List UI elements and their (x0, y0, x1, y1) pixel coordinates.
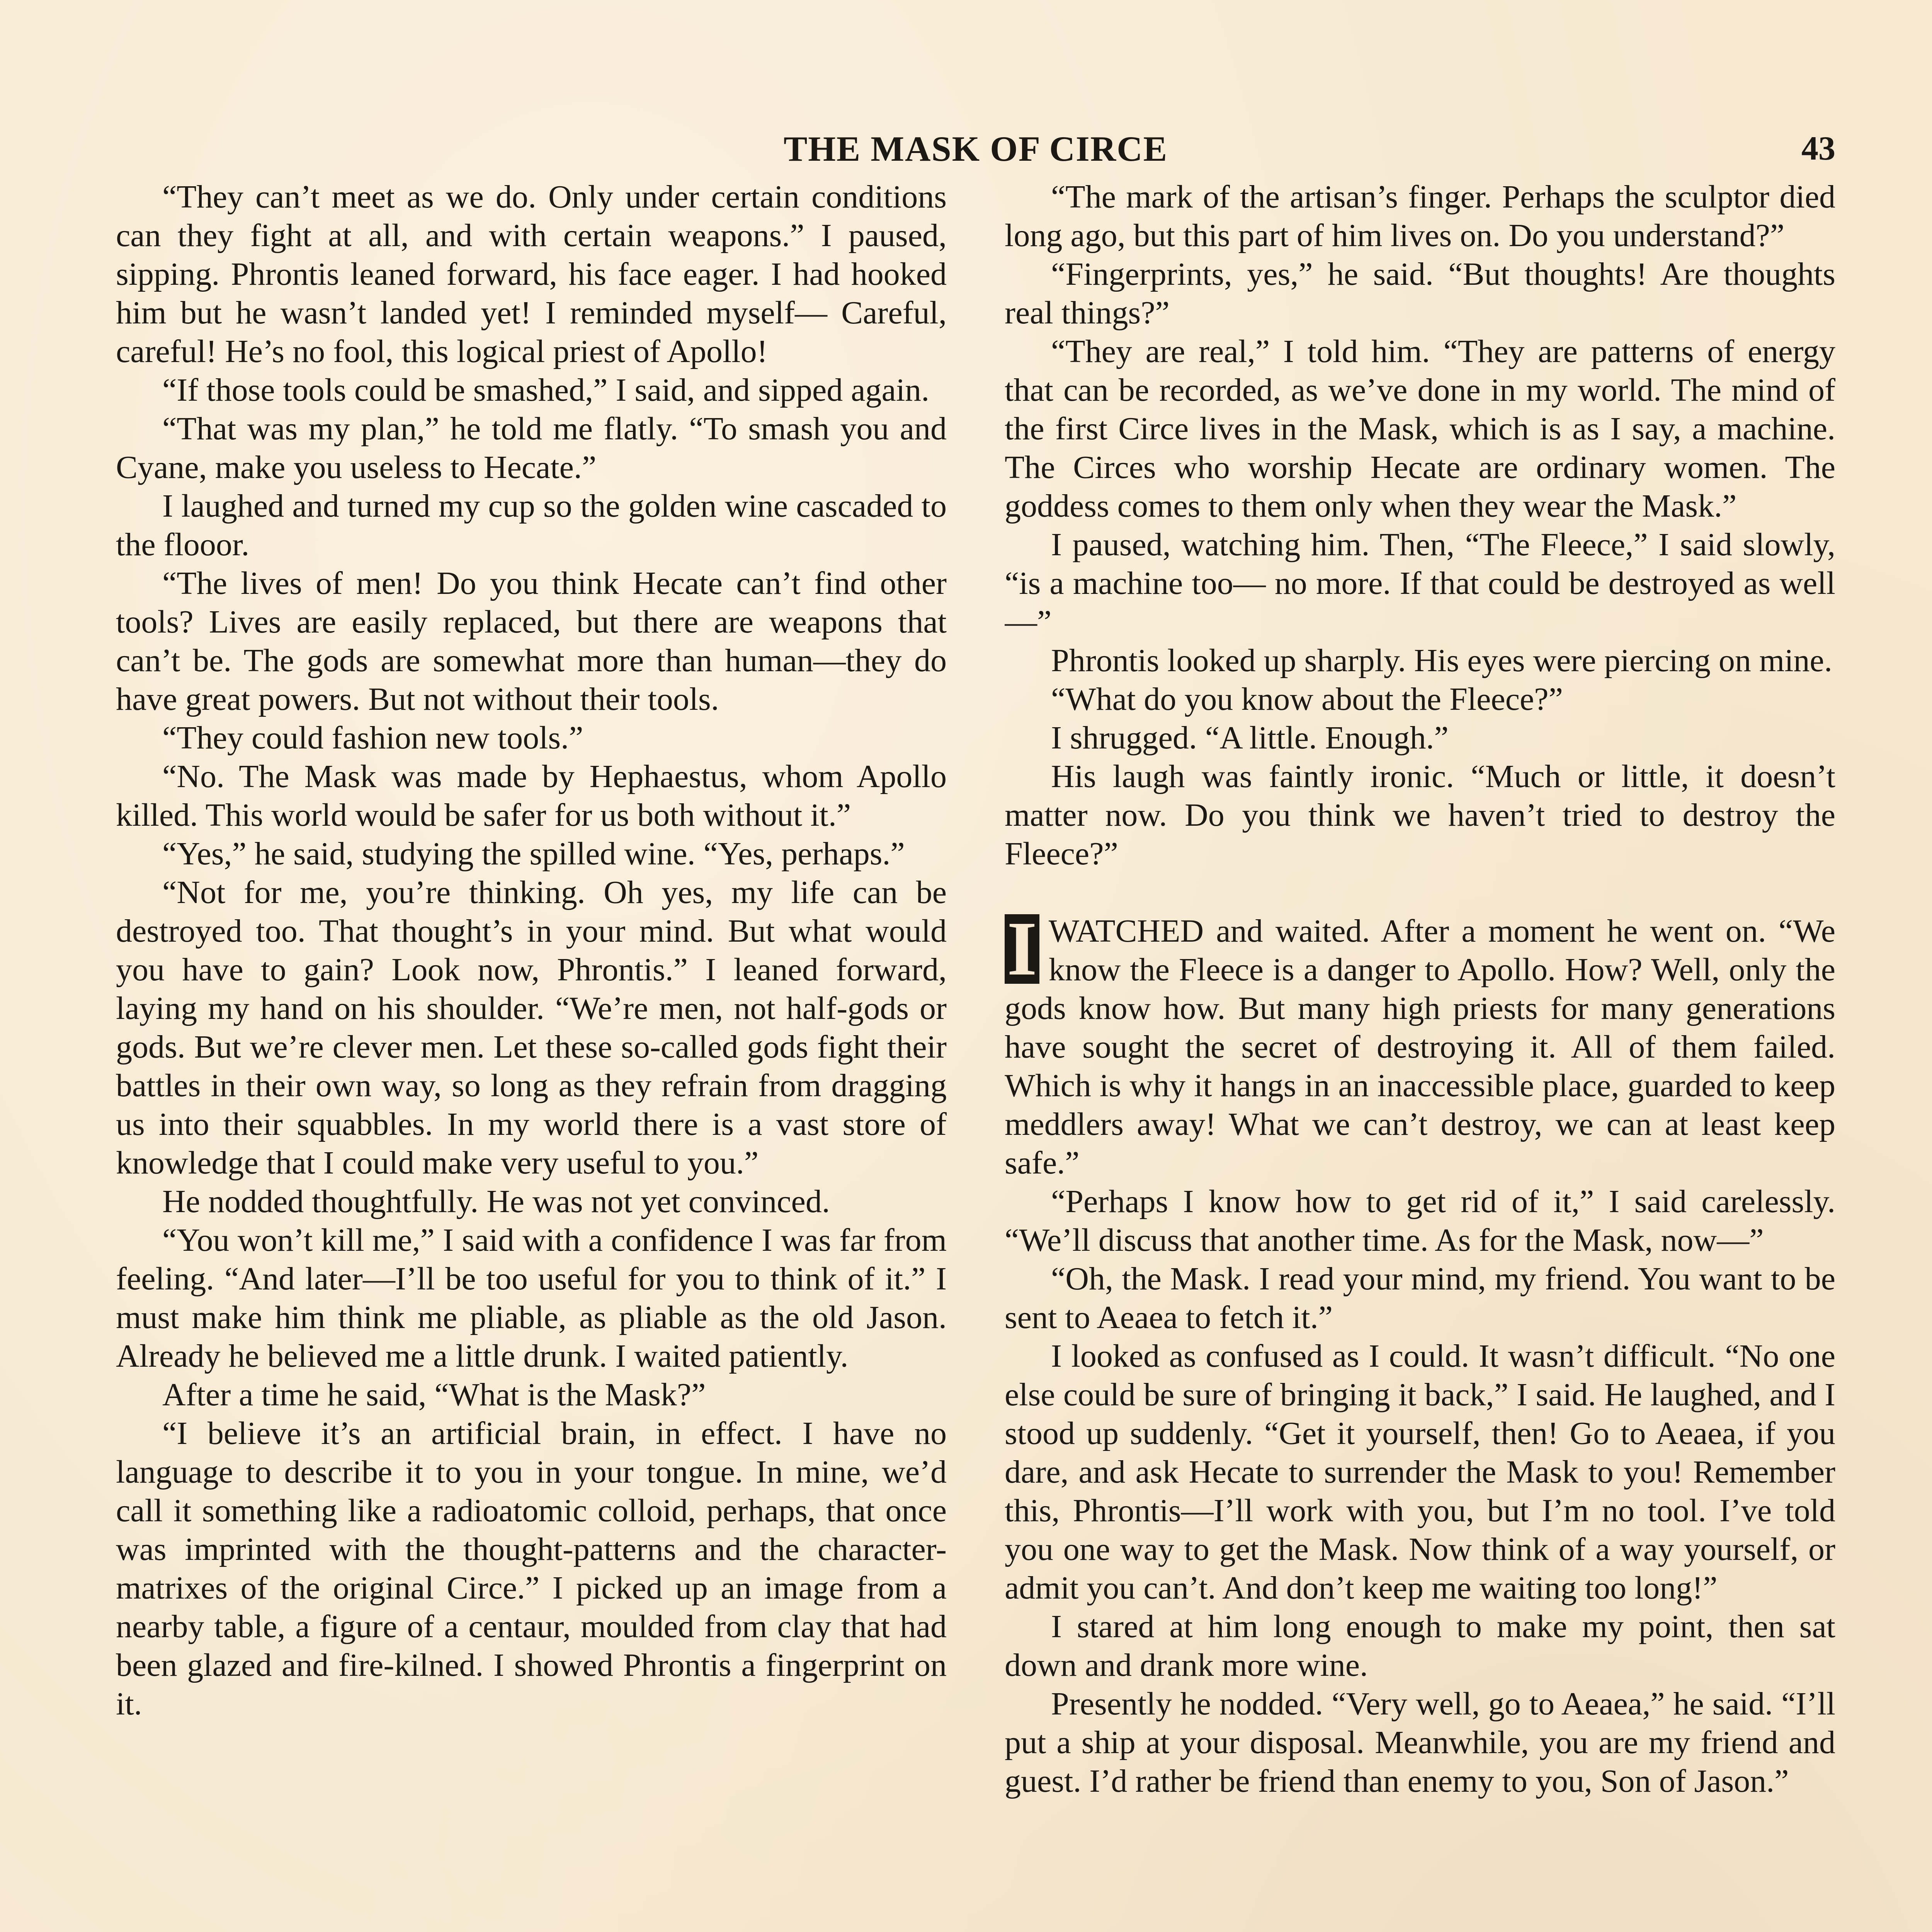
paragraph: His laugh was faintly ironic. “Much or little, it doesn’t matter now. Do you think we haven’t tried to destroy the Fleece?” (1005, 759, 1835, 872)
paragraph: “Fingerprints, yes,” he said. “But thoughts! Are thoughts real things?” (1005, 256, 1835, 331)
page-header (116, 128, 1835, 170)
paragraph: “You won’t kill me,” I said with a confidence I was far from feeling. “And later—I’ll be too useful for you to think of it.” I must make him think me pliable, as pliable as the old Jason. Already he believed me a little drunk. I waited patiently. (116, 1222, 947, 1374)
paragraph: “The lives of men! Do you think Hecate can’t find other tools? Lives are easily replaced, but there are weapons that can’t be. The gods are somewhat more than human—they do have great powers. But not without their tools. (116, 565, 947, 717)
paragraph: “What do you know about the Fleece?” (1051, 681, 1563, 717)
paragraph: I looked as confused as I could. It wasn’t difficult. “No one else could be sure of bringing it back,” I said. He laughed, and I stood up suddenly. “Get it yourself, then! Go to Aeaea, if you dare, and ask Hecate to surrender the Mask to you! Remember this, Phrontis—I’ll work with you, but I’m no tool. I’ve told you one way to get the Mask. Now think of a way yourself, or admit you can’t. And don’t keep me waiting too long!” (1005, 1338, 1835, 1606)
paragraph: Presently he nodded. “Very well, go to Aeaea,” he said. “I’ll put a ship at your disposal. Meanwhile, you are my friend and guest. I’d rather be friend than enemy to you, Son of Jason.” (1005, 1686, 1835, 1799)
paragraph: “They could fashion new tools.” (162, 720, 583, 756)
right-column (1005, 178, 1835, 1932)
paragraph: “That was my plan,” he told me flatly. “To smash you and Cyane, make you useless to Hecate.” (116, 411, 947, 485)
running-title: THE MASK OF CIRCE (783, 129, 1168, 168)
paragraph: I shrugged. “A little. Enough.” (1051, 720, 1449, 756)
paragraph: I laughed and turned my cup so the golden wine cascaded to the flooor. (116, 488, 947, 563)
paragraph: “They are real,” I told him. “They are patterns of energy that can be recorded, as we’ve done in my world. The mind of the first Circe lives in the Mask, which is as I say, a machine. The Circes who worship Hecate are ordinary women. The goddess comes to them only when they wear the Mask.” (1005, 333, 1835, 524)
paragraph: After a time he said, “What is the Mask?” (162, 1377, 706, 1413)
section-opening-text: WATCHED and waited. After a moment he went on. “We know the Fleece is a danger to Apollo. How? Well, only the gods know how. But many high priests for many generations have sought the secret of destroying it. All of them failed. Which is why it hangs in an inaccessible place, guarded to keep meddlers away! What we can’t destroy, we can at least keep safe.” (1005, 913, 1835, 1181)
paragraph: “Oh, the Mask. I read your mind, my friend. You want to be sent to Aeaea to fetch it.” (1005, 1261, 1835, 1335)
paragraph: I paused, watching him. Then, “The Fleece,” I said slowly, “is a machine too— no more. If that could be destroyed as well—” (1005, 527, 1835, 640)
section-opening-paragraph (1005, 906, 1835, 1182)
paragraph: “No. The Mask was made by Hephaestus, whom Apollo killed. This world would be safer for us both without it.” (116, 759, 947, 833)
paragraph: He nodded thoughtfully. He was not yet convinced. (162, 1184, 830, 1219)
paragraph: “Perhaps I know how to get rid of it,” I said carelessly. “We’ll discuss that another time. As for the Mask, now—” (1005, 1184, 1835, 1258)
paragraph: “I believe it’s an artificial brain, in effect. I have no language to describe it to you in your tongue. In mine, we’d call it something like a radioatomic colloid, perhaps, that once was imprinted with the thought-patterns and the character-matrixes of the original Circe.” I picked up an image from a nearby table, a figure of a centaur, moulded from clay that had been glazed and fire-kilned. I showed Phrontis a fingerprint on it. (116, 1415, 947, 1722)
paragraph: I stared at him long enough to make my point, then sat down and drank more wine. (1005, 1609, 1835, 1683)
paragraph: “The mark of the artisan’s finger. Perhaps the sculptor died long ago, but this part of him lives on. Do you understand?” (1005, 179, 1835, 253)
drop-cap: I (1005, 914, 1039, 984)
paragraph: “They can’t meet as we do. Only under certain conditions can they fight at all, and with certain weapons.” I paused, sipping. Phrontis leaned forward, his face eager. I had hooked him but he wasn’t landed yet! I reminded myself— Careful, careful! He’s no fool, this logical priest of Apollo! (116, 179, 947, 369)
paragraph: “Yes,” he said, studying the spilled wine. “Yes, perhaps.” (162, 836, 905, 872)
paragraph: “Not for me, you’re thinking. Oh yes, my life can be destroyed too. That thought’s in your mind. But what would you have to gain? Look now, Phrontis.” I leaned forward, laying my hand on his shoulder. “We’re men, not half-gods or gods. But we’re clever men. Let these so-called gods fight their battles in their own way, so long as they refrain from dragging us into their squabbles. In my world there is a vast store of knowledge that I could make very useful to you.” (116, 874, 947, 1181)
left-column (116, 178, 947, 1932)
paragraph: Phrontis looked up sharply. His eyes were piercing on mine. (1051, 643, 1832, 679)
page-number: 43 (1801, 130, 1835, 167)
paragraph: “If those tools could be smashed,” I said, and sipped again. (162, 372, 930, 408)
